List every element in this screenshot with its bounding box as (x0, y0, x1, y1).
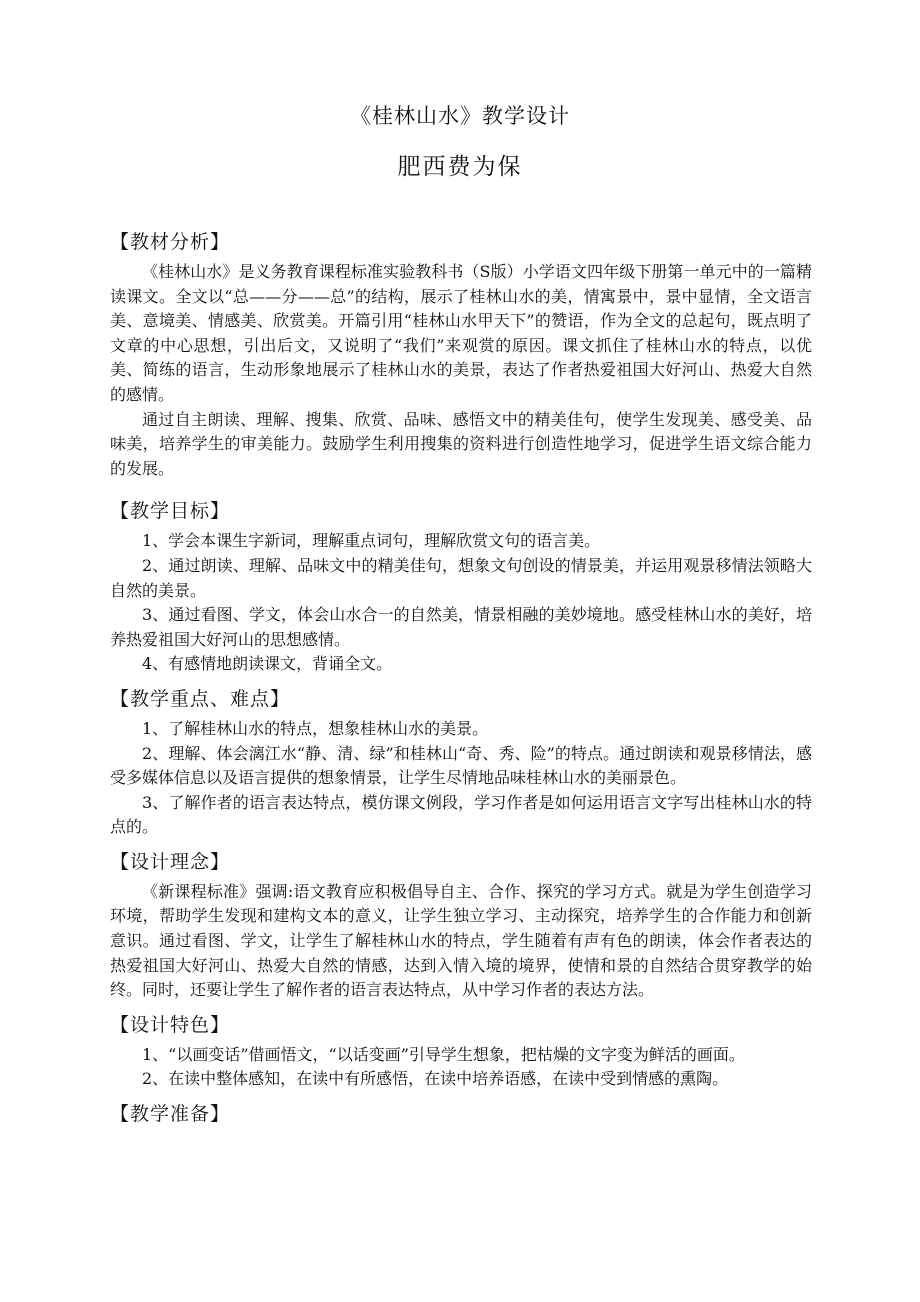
section-heading-design-features: 【设计特色】 (110, 1013, 231, 1036)
section-heading-design-concept: 【设计理念】 (110, 850, 231, 873)
list-item: 4、有感情地朗读课文，背诵全文。 (142, 654, 393, 674)
list-item: 3、了解作者的语言表达特点，模仿课文例段，学习作者是如何运用语言文字写出桂林山水的特点的。 (110, 792, 812, 837)
document-body (110, 220, 812, 1132)
paragraph: 《新课程标准》强调:语文教育应积极倡导自主、合作、探究的学习方式。就是为学生创造学习环境，帮助学生发现和建构文本的意义，让学生独立学习、主动探究，培养学生的合作能力和创新意识。通过看图、学文，让学生了解桂林山水的特点，学生随着有声有色的朗读，体会作者表达的热爱祖国大好河山、热爱大自然的情感，达到入情入境的境界，使情和景的自然结合贯穿教学的始终。同时，还要让学生了解作者的语言表达特点，从中学习作者的表达方法。 (110, 881, 812, 1000)
paragraph: 通过自主朗读、理解、搜集、欣赏、品味、感悟文中的精美佳句，使学生发现美、感受美、品味美，培养学生的审美能力。鼓励学生利用搜集的资料进行创造性地学习，促进学生语文综合能力的发展。 (110, 409, 812, 478)
section-heading-textbook-analysis: 【教材分析】 (110, 231, 231, 253)
document-title: 《桂林山水》教学设计 (350, 104, 570, 128)
section-heading-teaching-preparation: 【教学准备】 (110, 1103, 231, 1126)
list-item: 2、理解、体会漓江水“静、清、绿”和桂林山“奇、秀、险”的特点。通过朗读和观景移情法，感受多媒体信息以及语言提供的想象情景，让学生尽情地品味桂林山水的美丽景色。 (110, 743, 812, 788)
list-item: 3、通过看图、学文，体会山水合一的自然美，情景相融的美妙境地。感受桂林山水的美好，培养热爱祖国大好河山的思想感情。 (110, 605, 812, 649)
list-item: 2、通过朗读、理解、品味文中的精美佳句，想象文句创设的情景美，并运用观景移情法领略大自然的美景。 (110, 555, 812, 600)
list-item: 1、了解桂林山水的特点，想象桂林山水的美景。 (142, 718, 489, 738)
list-item: 1、学会本课生字新词，理解重点词句，理解欣赏文句的语言美。 (142, 531, 601, 551)
list-item: 2、在读中整体感知，在读中有所感悟，在读中培养语感，在读中受到情感的熏陶。 (142, 1069, 729, 1089)
paragraph: 《桂林山水》是义务教育课程标准实验教科书（S版）小学语文四年级下册第一单元中的一篇精读课文。全文以“总——分——总”的结构，展示了桂林山水的美，情寓景中，景中显情，全文语言美、意境美、情感美、欣赏美。开篇引用“桂林山水甲天下”的赞语，作为全文的总起句，既点明了文章的中心思想，引出后文，又说明了“我们”来观赏的原因。课文抓住了桂林山水的特点，以优美、简练的语言，生动形象地展示了桂林山水的美景，表达了作者热爱祖国大好河山、热爱大自然的感情。 (110, 262, 812, 404)
section-heading-teaching-goals: 【教学目标】 (110, 500, 231, 523)
section-heading-key-points: 【教学重点、难点】 (110, 687, 291, 710)
list-item: 1、“以画变话”借画悟文，“以话变画”引导学生想象，把枯燥的文字变为鲜活的画面。 (142, 1044, 745, 1064)
document-author: 肥西费为保 (397, 154, 523, 180)
